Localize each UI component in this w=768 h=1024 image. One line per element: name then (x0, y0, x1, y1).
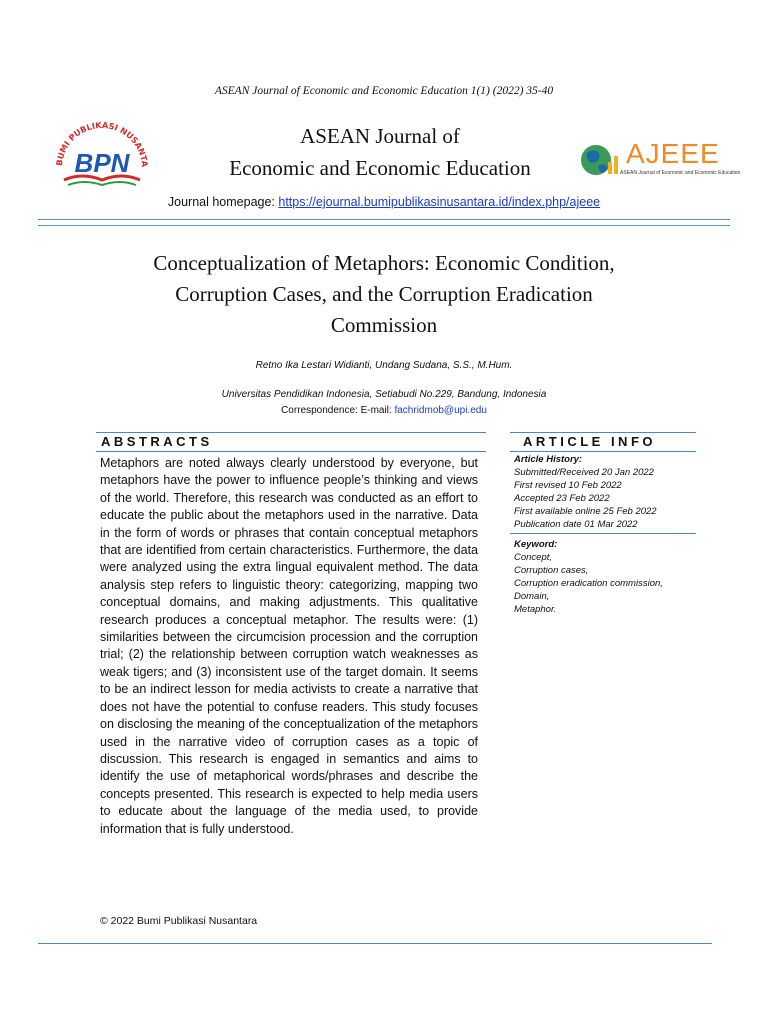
journal-title-line-1: ASEAN Journal of (300, 124, 460, 148)
authors: Retno Ika Lestari Widianti, Undang Sudana, S.S., M.Hum. (255, 360, 513, 371)
paper-title-line-3: Commission (330, 313, 438, 337)
correspondence (0, 405, 768, 416)
article-info-heading: ARTICLE INFO (523, 434, 656, 449)
journal-homepage (0, 195, 768, 209)
correspondence-label: Correspondence: E-mail: (281, 405, 395, 416)
keywords (514, 538, 714, 616)
article-history-label: Article History: (514, 454, 583, 465)
publisher-logo-graphic (52, 118, 152, 198)
journal-title-line-2: Economic and Economic Education (229, 156, 531, 180)
publisher-logo (52, 118, 152, 198)
journal-title (180, 120, 580, 184)
publisher-logo-letters: BPN (74, 148, 130, 178)
journal-logo-subtitle: ASEAN Journal of Economic and Economic Education (620, 170, 741, 176)
article-info-mid-rule (510, 533, 696, 534)
keywords-label: Keyword: (514, 539, 558, 550)
abstract-top-rule (96, 432, 486, 433)
history-item: Accepted 23 Feb 2022 (514, 493, 610, 504)
abstract-text: Metaphors are noted always clearly understood by everyone, but metaphors have the power to influence people’s thinking and views of the world. Therefore, this research was conducted as an effort to educate the public about the metaphors used in the narrative. Data in the form of words or phrases that contain conceptual metaphors that are identified from certain characteristics. Furthermore, the data were analyzed using the extra lingual equivalent method. The data analysis step refers to linguistic theory: categorizing, mapping two conceptual domains, and making adjustments. This qualitative research produces a conceptual metaphor. The results were: (1) similarities between the circumcision procession and the corruption trial; (2) the relationship between corruption watch weaknesses as weak tigers; and (3) inconsistent use of the target domain. It seems to be an indirect lesson for media activists to create a narrative that does not have the potential to confuse readers. This study focuses on disclosing the meaning of the conceptualization of the metaphors used in the narrative video of corruption cases as a topic of discussion. This research is engaged in semantics and aims to identify the use of metaphorical words/phrases and describe the concepts presented. This research is expected to help media users to educate about the language of the media used, to provide information that is fully understood. (100, 456, 478, 836)
history-item: Submitted/Received 20 Jan 2022 (514, 467, 654, 478)
keyword-item: Corruption eradication commission, (514, 578, 663, 589)
copyright: © 2022 Bumi Publikasi Nusantara (100, 915, 258, 927)
paper-title (84, 248, 684, 341)
history-item: Publication date 01 Mar 2022 (514, 519, 638, 530)
article-info-bottom-rule (510, 451, 696, 452)
keyword-item: Corruption cases, (514, 565, 589, 576)
article-history (514, 453, 704, 531)
affiliation: Universitas Pendidikan Indonesia, Setiabudi No.229, Bandung, Indonesia (221, 389, 547, 400)
paper-title-line-2: Corruption Cases, and the Corruption Eradication (175, 282, 593, 306)
abstract-bottom-rule (96, 451, 486, 452)
keyword-item: Domain, (514, 591, 550, 602)
paper-title-line-1: Conceptualization of Metaphors: Economic Condition, (153, 251, 615, 275)
keyword-item: Metaphor. (514, 604, 557, 615)
abstract-heading: ABSTRACTS (101, 434, 213, 449)
publisher-logo-arc-text: BUMI PUBLIKASI NUSANTA (53, 119, 151, 168)
correspondence-email[interactable]: fachridmob@upi.edu (394, 405, 487, 416)
running-head: ASEAN Journal of Economic and Economic Education 1(1) (2022) 35-40 (214, 85, 554, 97)
history-item: First revised 10 Feb 2022 (514, 480, 622, 491)
footer-divider (38, 943, 712, 944)
history-item: First available online 25 Feb 2022 (514, 506, 657, 517)
journal-logo (576, 140, 746, 185)
journal-logo-text: AJEEE (626, 138, 720, 169)
article-info-top-rule (510, 432, 696, 433)
header-divider (38, 219, 730, 226)
keyword-item: Concept, (514, 552, 553, 563)
homepage-link[interactable]: https://ejournal.bumipublikasinusantara.id/index.php/ajeee (278, 195, 601, 209)
homepage-label: Journal homepage: (167, 195, 279, 209)
